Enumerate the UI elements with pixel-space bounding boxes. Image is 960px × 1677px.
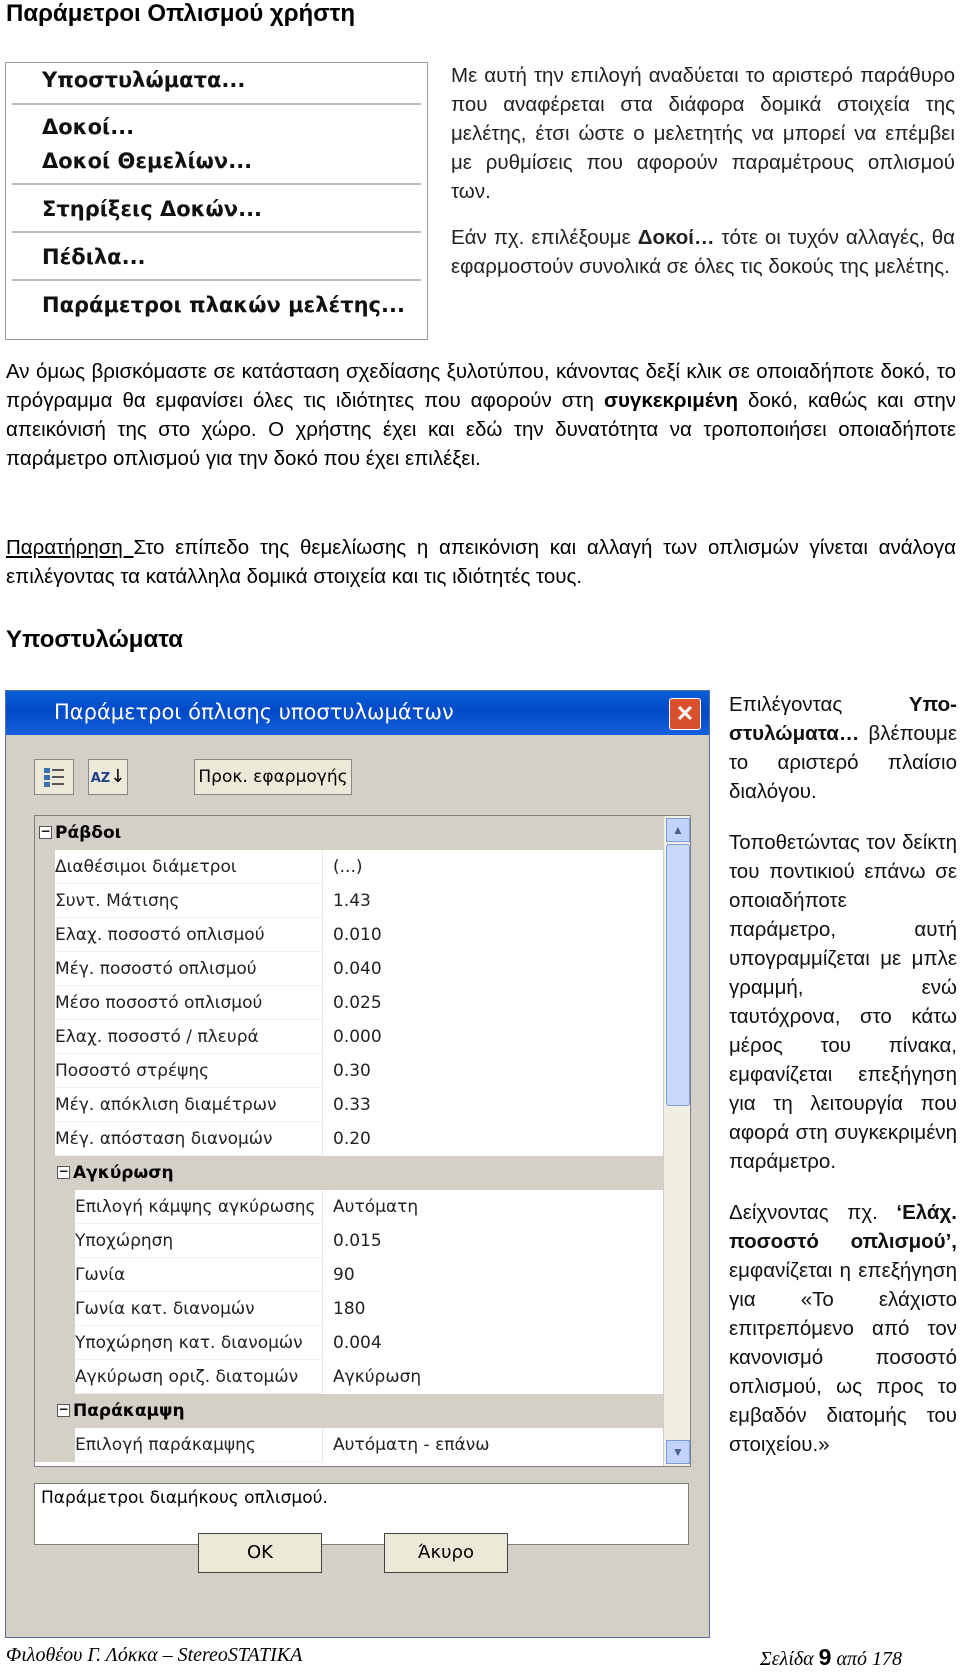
- property-row[interactable]: [35, 1326, 663, 1360]
- bold-term: Δοκοί…: [637, 226, 715, 249]
- property-name: Ποσοστό στρέψης: [55, 1054, 323, 1088]
- row-gutter: [35, 1326, 75, 1360]
- property-value[interactable]: 0.33: [333, 1095, 371, 1115]
- property-value[interactable]: Αυτόματη: [333, 1197, 419, 1217]
- paragraph: [6, 357, 956, 473]
- ok-button[interactable]: OK: [198, 1533, 322, 1573]
- row-gutter: [35, 1292, 75, 1326]
- row-gutter: [35, 952, 55, 986]
- bold-term: Υποστυλώματα…: [729, 693, 957, 745]
- property-name: Επιλογή παράκαμψης: [75, 1428, 323, 1462]
- intro-example: [451, 223, 955, 281]
- dialog-title: Παράμετροι όπλισης υποστυλωμάτων: [54, 700, 454, 724]
- menu-divider: [12, 103, 421, 105]
- property-value[interactable]: Αυτόματη - επάνω: [333, 1435, 490, 1455]
- property-value[interactable]: 0.040: [333, 959, 382, 979]
- column-rebar-dialog: [5, 690, 710, 1638]
- menu-item-beam-supports[interactable]: Στηρίξεις Δοκών...: [42, 197, 263, 221]
- row-gutter: [35, 1122, 55, 1156]
- property-name: Γωνία κατ. διανομών: [75, 1292, 323, 1326]
- property-name: Συντ. Μάτισης: [55, 884, 323, 918]
- property-value[interactable]: 0.30: [333, 1061, 371, 1081]
- paragraph: [729, 690, 957, 806]
- category-bypass[interactable]: [35, 1394, 663, 1428]
- body-paragraph: [6, 357, 956, 473]
- property-value[interactable]: 180: [333, 1299, 366, 1319]
- property-name: Γωνία: [75, 1258, 323, 1292]
- category-rebars[interactable]: [35, 816, 663, 850]
- paragraph: [729, 1198, 957, 1459]
- property-row[interactable]: [35, 918, 663, 952]
- property-grid: [34, 815, 691, 1467]
- text: Αν όμως βρισκόμαστε σε κατάσταση σχεδίασης ξυλοτύπου, κάνοντας δεξί κλικ σε οποιαδήποτε δοκό, το πρόγραμμα θα εμφανίσει όλες τις ιδιότητες που αφορούν στη: [6, 360, 956, 412]
- property-name: Μέσο ποσοστό οπλισμού: [55, 986, 323, 1020]
- collapse-icon[interactable]: −: [58, 1164, 69, 1178]
- alphabetical-sort-button[interactable]: [88, 759, 128, 795]
- menu-item-footings[interactable]: Πέδιλα...: [42, 245, 146, 269]
- category-anchorage[interactable]: [35, 1156, 663, 1190]
- text: από 178: [831, 1648, 902, 1670]
- property-row[interactable]: [35, 952, 663, 986]
- bold-term: συγκεκριμένη: [603, 389, 739, 412]
- property-value[interactable]: Αγκύρωση: [333, 1367, 422, 1387]
- menu-item-columns[interactable]: Υποστυλώματα...: [42, 68, 246, 92]
- property-name: Αγκύρωση οριζ. διατομών: [75, 1360, 323, 1394]
- text: βλέπουμε το αριστερό πλαίσιο διαλόγου.: [729, 722, 957, 803]
- row-gutter: [35, 1088, 55, 1122]
- element-menu: [5, 62, 428, 340]
- category-label: Ράβδοι: [55, 823, 122, 843]
- cancel-button[interactable]: Άκυρο: [384, 1533, 508, 1573]
- intro-text: [451, 61, 955, 298]
- property-row[interactable]: [35, 850, 663, 884]
- down-arrow-icon: ↓: [110, 766, 126, 787]
- footer-author: Φιλοθέου Γ. Λόκκα – StereoSTATIKA: [6, 1644, 303, 1666]
- page-title: Παράμετροι Οπλισμού χρήστη: [6, 0, 355, 27]
- menu-divider: [12, 279, 421, 281]
- note-label: Παρατήρηση: [6, 536, 134, 559]
- side-text: [729, 690, 957, 1481]
- note-text: Στο επίπεδο της θεμελίωσης η απεικόνιση και αλλαγή των οπλισμών γίνεται ανάλογα επιλέγοντας τα κατάλληλα δομικά στοιχεία και τις ιδιότητές τους.: [6, 536, 956, 588]
- property-value[interactable]: 0.004: [333, 1333, 382, 1353]
- categorized-view-button[interactable]: [34, 759, 74, 795]
- dialog-titlebar[interactable]: [6, 691, 709, 735]
- property-row[interactable]: [35, 1292, 663, 1326]
- property-value[interactable]: (...): [333, 857, 363, 877]
- scroll-thumb[interactable]: [666, 844, 690, 1106]
- property-row[interactable]: [35, 1258, 663, 1292]
- property-name: Διαθέσιμοι διάμετροι: [55, 850, 323, 884]
- property-row[interactable]: [35, 1088, 663, 1122]
- category-label: Αγκύρωση: [73, 1163, 174, 1183]
- property-value[interactable]: 0.010: [333, 925, 382, 945]
- scroll-down-button[interactable]: ▼: [666, 1440, 690, 1464]
- property-name: Μέγ. ποσοστό οπλισμού: [55, 952, 323, 986]
- property-name: Υποχώρηση: [75, 1224, 323, 1258]
- row-gutter: [35, 1054, 55, 1088]
- property-row[interactable]: [35, 1054, 663, 1088]
- property-name: Ελαχ. ποσοστό / πλευρά: [55, 1020, 323, 1054]
- property-row[interactable]: [35, 986, 663, 1020]
- text: τότε οι τυχόν αλλαγές, θα εφαρμοστούν συνολικά σε όλες τις δοκούς της μελέτης.: [451, 226, 955, 278]
- menu-item-foundation-beams[interactable]: Δοκοί Θεμελίων...: [42, 149, 253, 173]
- property-row[interactable]: [35, 1122, 663, 1156]
- collapse-icon[interactable]: −: [58, 1402, 69, 1416]
- section-title: Υποστυλώματα: [6, 626, 184, 653]
- row-gutter: [35, 1190, 75, 1224]
- property-name: Μέγ. απόκλιση διαμέτρων: [55, 1088, 323, 1122]
- property-value[interactable]: 1.43: [333, 891, 371, 911]
- close-button[interactable]: ✕: [669, 698, 701, 730]
- text: Δείχνοντας πχ.: [729, 1201, 897, 1224]
- scroll-up-button[interactable]: ▲: [666, 818, 690, 842]
- vertical-scrollbar[interactable]: [663, 816, 690, 1466]
- category-label: Παράκαμψη: [73, 1401, 185, 1421]
- bold-term: ‘Ελάχ. ποσοστό οπλισμού’,: [729, 1201, 957, 1253]
- row-gutter: [35, 1258, 75, 1292]
- property-value[interactable]: 0.025: [333, 993, 382, 1013]
- menu-item-beams[interactable]: Δοκοί...: [42, 115, 135, 139]
- description-panel: Παράμετροι διαμήκους οπλισμού.: [34, 1483, 689, 1545]
- property-row[interactable]: [35, 1020, 663, 1054]
- page-number: 9: [818, 1644, 832, 1670]
- text: Σελίδα: [759, 1648, 819, 1670]
- property-name: Επιλογή κάμψης αγκύρωσης: [75, 1190, 323, 1224]
- note-paragraph: [6, 533, 956, 591]
- text: εμφανίζεται η επεξήγηση για «Το ελάχιστο επιτρεπόμενο από τον κανονισμό ποσοστό οπλισμού, ως προς το εμβαδόν διατομής του στοιχείου.»: [729, 1259, 957, 1456]
- property-row[interactable]: [35, 1428, 663, 1462]
- row-gutter: [35, 850, 55, 884]
- row-gutter: [35, 918, 55, 952]
- row-gutter: [35, 1224, 75, 1258]
- text: δοκό, καθώς και στην απεικόνισή της στο χώρο. Ο χρήστης έχει και εδώ την δυνατότητα να τροποποιήσει οποιαδήποτε παράμετρο οπλισμού για την δοκό που έχει επιλέξει.: [6, 389, 956, 470]
- row-gutter: [35, 1428, 75, 1462]
- row-gutter: [35, 1020, 55, 1054]
- property-name: Ελαχ. ποσοστό οπλισμού: [55, 918, 323, 952]
- sort-az-icon: AZ: [90, 771, 111, 786]
- property-value[interactable]: 90: [333, 1265, 355, 1285]
- property-row[interactable]: [35, 1360, 663, 1394]
- property-row[interactable]: [35, 1224, 663, 1258]
- row-gutter: [35, 884, 55, 918]
- menu-divider: [12, 231, 421, 233]
- text: Επιλέγοντας: [729, 693, 909, 716]
- menu-divider: [12, 183, 421, 185]
- menu-item-slab-params[interactable]: Παράμετροι πλακών μελέτης...: [42, 293, 405, 317]
- collapse-icon[interactable]: −: [40, 824, 51, 838]
- categorized-list-icon: [42, 765, 66, 789]
- row-gutter: [35, 1360, 75, 1394]
- row-gutter: [35, 986, 55, 1020]
- property-name: Μέγ. απόσταση διανομών: [55, 1122, 323, 1156]
- property-row[interactable]: [35, 884, 663, 918]
- property-value[interactable]: 0.20: [333, 1129, 371, 1149]
- apply-defaults-button[interactable]: Προκ. εφαρμογής: [194, 759, 352, 795]
- property-value[interactable]: 0.015: [333, 1231, 382, 1251]
- property-value[interactable]: 0.000: [333, 1027, 382, 1047]
- text: Εάν πχ. επιλέξουμε: [451, 226, 638, 249]
- footer-page-number: [760, 1644, 902, 1671]
- property-row[interactable]: [35, 1190, 663, 1224]
- property-name: Υποχώρηση κατ. διανομών: [75, 1326, 323, 1360]
- intro-paragraph: Με αυτή την επιλογή αναδύεται το αριστερό παράθυρο που αναφέρεται στα διάφορα δομικά στοιχεία της μελέτης, έτσι ώστε ο μελετητής να μπορεί να επέμβει με ρυθμίσεις που αφορούν παραμέτρους οπλισμού των.: [451, 64, 955, 203]
- paragraph: Τοποθετώντας τον δείκτη του ποντικιού επάνω σε οποιαδήποτε παράμετρο, αυτή υπογραμμίζεται με μπλε γραμμή, ενώ ταυτόχρονα, στο κάτω μέρος του πίνακα, εμφανίζεται επεξήγηση για τη λειτουργία που αφορά στη συγκεκριμένη παράμετρο.: [729, 831, 957, 1173]
